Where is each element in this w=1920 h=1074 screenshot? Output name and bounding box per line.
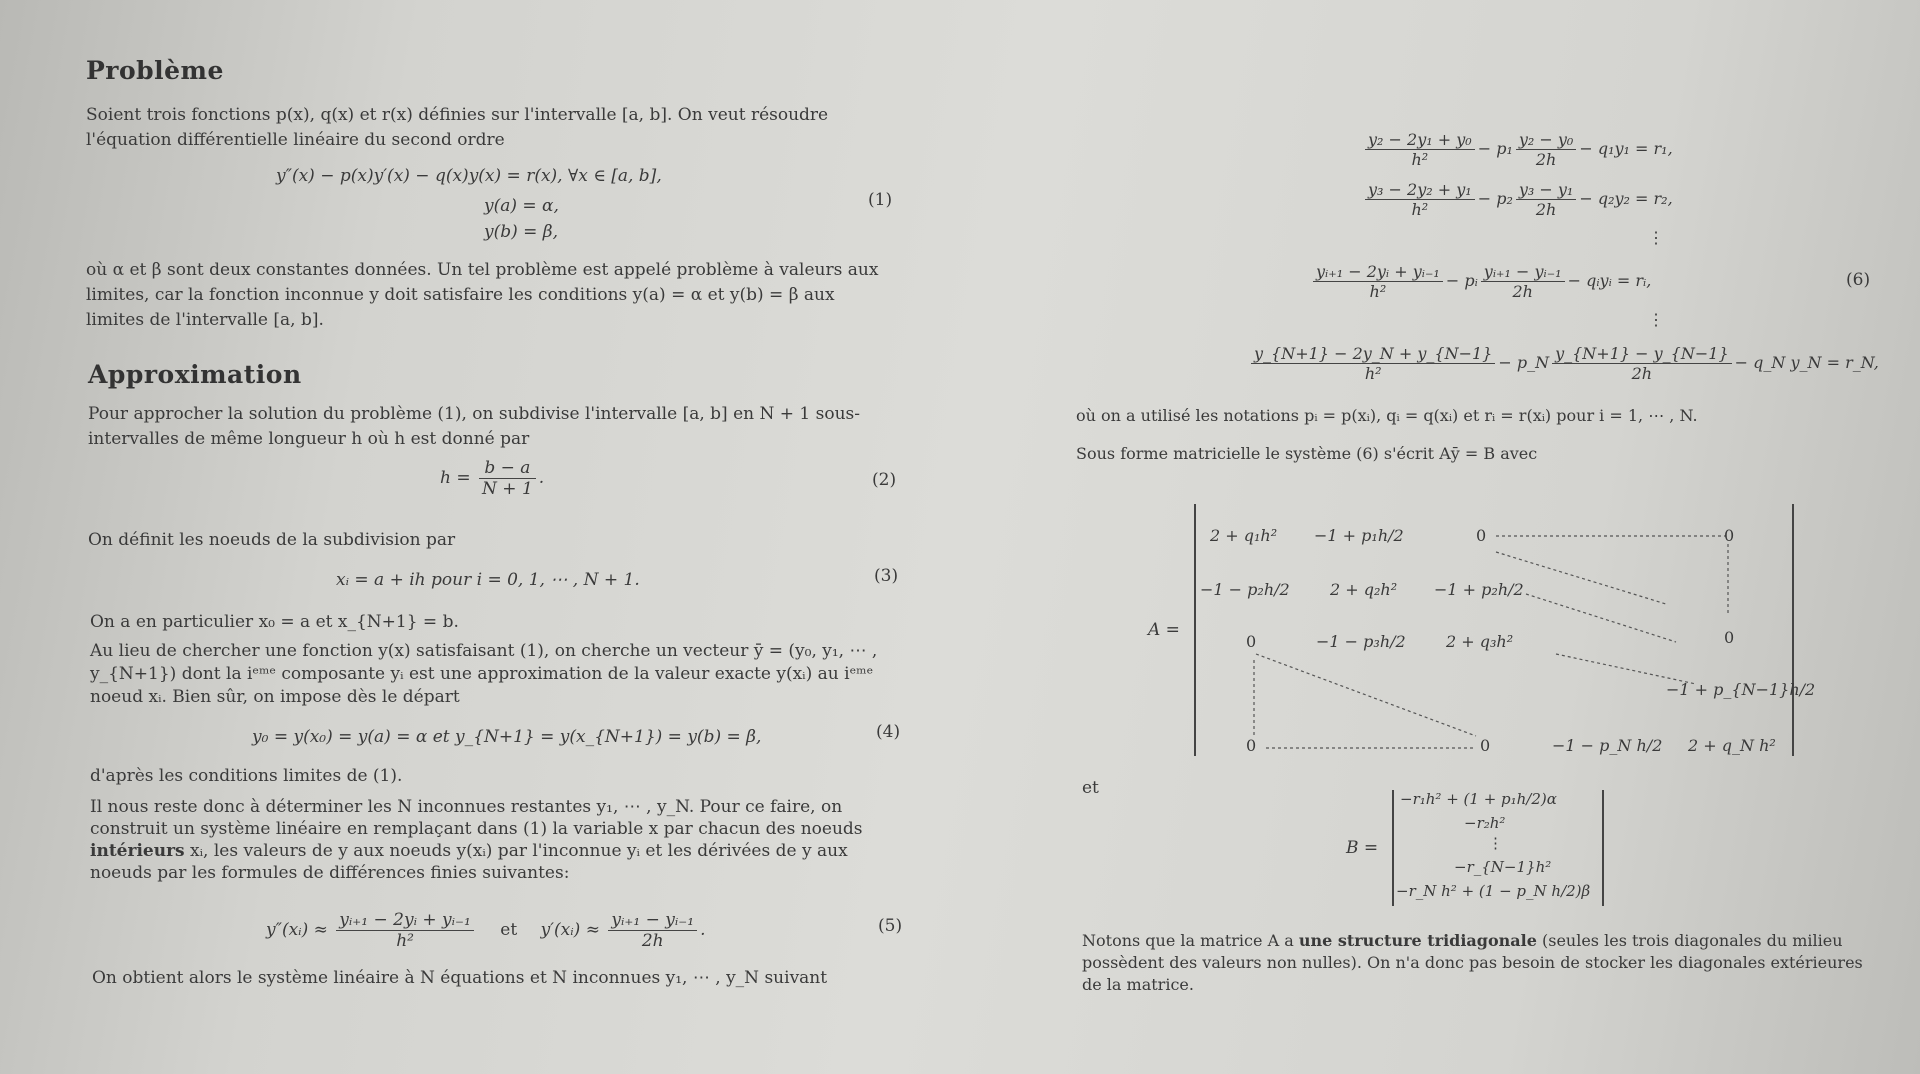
vecteur-paragraph: Au lieu de chercher une fonction y(x) satisfaisant (1), on cherche un vecteur ȳ = (y₀, y₁, ⋯ , y_{N+1}) dont la iᵉᵐᵉ composante yᵢ est une approximation de la valeur exacte y(xᵢ) au iᵉᵐᵉ noeud xᵢ. Bien sûr, on impose dès le départ <box>90 641 878 707</box>
equation-2: h = $\frac{b - a}{N + 1}$ . <box>440 458 545 499</box>
reste-paragraph: Il nous reste donc à déterminer les N inconnues restantes y₁, ⋯ , y_N. Pour ce faire, on construit un système linéaire en remplaçant dans (1) la variable x par chacun des noeuds intérieurs xᵢ, les valeurs de y aux noeuds y(xᵢ) par l'inconnue yᵢ et les dérivées de y aux noeuds par les formules de différences finies suivantes: <box>90 797 863 883</box>
equation-4-number: (4) <box>876 722 901 742</box>
system-row-i: $\frac{\text{yᵢ₊₁ − 2yᵢ + yᵢ₋₁}}{\text{h²}}$ − pᵢ $\frac{\text{yᵢ₊₁ − yᵢ₋₁}}{2h}$ − qᵢyᵢ = rᵢ, <box>1310 262 1651 301</box>
vector-B-row1: −r₁h² + (1 + p₁h/2)α <box>1400 790 1557 808</box>
system-row-1: $\frac{\text{y₂ − 2y₁ + y₀}}{\text{h²}}$ − p₁ $\frac{\text{y₂ − y₀}}{2h}$ − q₁y₁ = r₁, <box>1362 130 1673 169</box>
conditions-paragraph: d'après les conditions limites de (1). <box>90 766 403 786</box>
equation-5: y″(xᵢ) ≈ $\frac{\text{yᵢ₊₁ − 2yᵢ + yᵢ₋₁}}{\text{h²}}$ et y′(xᵢ) ≈ $\frac{\text{yᵢ₊₁ − yᵢ₋₁}}{2h}$ . <box>266 910 706 951</box>
left-column <box>86 58 904 153</box>
matrix-A-aNNm2: 0 <box>1480 736 1491 755</box>
vector-B-row3: ⋮ <box>1488 834 1503 852</box>
matrix-A-label: A = <box>1148 620 1180 640</box>
system-row-N: $\frac{y\_\{N+1\} - 2y\_N + y\_\{N-1\}}{\text{h²}}$ − p_N $\frac{y\_\{N+1\} - y\_\{N-1\}}{2h}$ − q_N y_N = r_N, <box>1248 344 1879 383</box>
matrix-A-a1N: 0 <box>1724 526 1735 545</box>
equation-5-number: (5) <box>878 916 903 936</box>
notations-paragraph: où on a utilisé les notations pᵢ = p(xᵢ), qᵢ = q(xᵢ) et rᵢ = r(xᵢ) pour i = 1, ⋯ , N. <box>1076 406 1698 425</box>
matrix-A-a13: 0 <box>1476 526 1487 545</box>
particulier-paragraph: On a en particulier x₀ = a et x_{N+1} = b. <box>90 612 459 632</box>
equation-1-number: (1) <box>868 190 893 210</box>
equation-2-fraction: $\frac{b - a}{N + 1}$ <box>479 458 536 499</box>
intro-paragraph: Soient trois fonctions p(x), q(x) et r(x) définies sur l'intervalle [a, b]. On veut résoudre l'équation différentielle linéaire du second ordre <box>86 105 829 150</box>
equation-2-number: (2) <box>872 470 897 490</box>
matrix-A-a21: −1 − p₂h/2 <box>1200 580 1290 599</box>
vector-B-label: B = <box>1346 838 1379 858</box>
section-title-probleme: Problème <box>86 56 224 85</box>
system-vdots-1: ⋮ <box>1648 228 1664 247</box>
notons-paragraph: Notons que la matrice A a une structure tridiagonale (seules les trois diagonales du milieu possèdent des valeurs non nulles). On n'a donc pas besoin de stocker les diagonales extérieures de la matrice. <box>1082 931 1863 994</box>
matrix-A-a12: −1 + p₁h/2 <box>1314 526 1404 545</box>
matrix-A-a22: 2 + q₂h² <box>1330 580 1398 599</box>
equation-3-number: (3) <box>874 566 899 586</box>
matrix-A-a33: 2 + q₃h² <box>1446 632 1514 651</box>
alpha-beta-paragraph: où α et β sont deux constantes données. Un tel problème est appelé problème à valeurs aux limites, car la fonction inconnue y doit satisfaire les conditions y(a) = α et y(b) = β aux limites de l'intervalle [a, b]. <box>86 260 879 330</box>
system-vdots-2: ⋮ <box>1648 310 1664 329</box>
vector-B <box>1392 790 1604 906</box>
equation-1-line1: y″(x) − p(x)y′(x) − q(x)y(x) = r(x), ∀x ∈ [a, b], <box>276 166 662 186</box>
noeuds-paragraph: On définit les noeuds de la subdivision par <box>88 530 456 550</box>
equation-1-line2: y(a) = α, <box>484 196 559 216</box>
et-label: et <box>1082 778 1099 798</box>
matrix-A-a23: −1 + p₂h/2 <box>1434 580 1524 599</box>
matrix-A-dashes <box>1196 504 1792 756</box>
equation-3: xᵢ = a + ih pour i = 0, 1, ⋯ , N + 1. <box>336 570 640 590</box>
matrix-A-a11: 2 + q₁h² <box>1210 526 1278 545</box>
system-row-2: $\frac{\text{y₃ − 2y₂ + y₁}}{\text{h²}}$ − p₂ $\frac{\text{y₃ − y₁}}{2h}$ − q₂y₂ = r₂, <box>1362 180 1673 219</box>
vector-B-row5: −r_N h² + (1 − p_N h/2)β <box>1396 882 1591 900</box>
matrix-A-aN1: 0 <box>1246 736 1257 755</box>
equation-6-number: (6) <box>1846 270 1871 290</box>
matrix-A-a31: 0 <box>1246 632 1257 651</box>
vector-B-row4: −r_{N−1}h² <box>1454 858 1552 876</box>
vector-B-row2: −r₂h² <box>1464 814 1506 832</box>
matrix-A-a32: −1 − p₃h/2 <box>1316 632 1406 651</box>
matrix-A-aNNm1: −1 − p_N h/2 <box>1552 736 1663 755</box>
forme-matricielle-paragraph: Sous forme matricielle le système (6) s'écrit Aȳ = B avec <box>1076 444 1538 463</box>
equation-4: y₀ = y(x₀) = y(a) = α et y_{N+1} = y(x_{N+1}) = y(b) = β, <box>252 727 762 747</box>
matrix-A-aNN: 2 + q_N h² <box>1688 736 1776 755</box>
matrix-A-a3N: 0 <box>1724 628 1735 647</box>
matrix-A-aN1N: −1 + p_{N−1}h/2 <box>1666 680 1816 699</box>
systeme-paragraph: On obtient alors le système linéaire à N équations et N inconnues y₁, ⋯ , y_N suivant <box>92 968 828 988</box>
section-title-approximation: Approximation <box>88 360 302 389</box>
approx-paragraph: Pour approcher la solution du problème (1), on subdivise l'intervalle [a, b] en N + 1 sous-intervalles de même longueur h où h est donné par <box>88 404 861 449</box>
matrix-A <box>1194 504 1816 756</box>
equation-1-line3: y(b) = β, <box>484 222 559 242</box>
